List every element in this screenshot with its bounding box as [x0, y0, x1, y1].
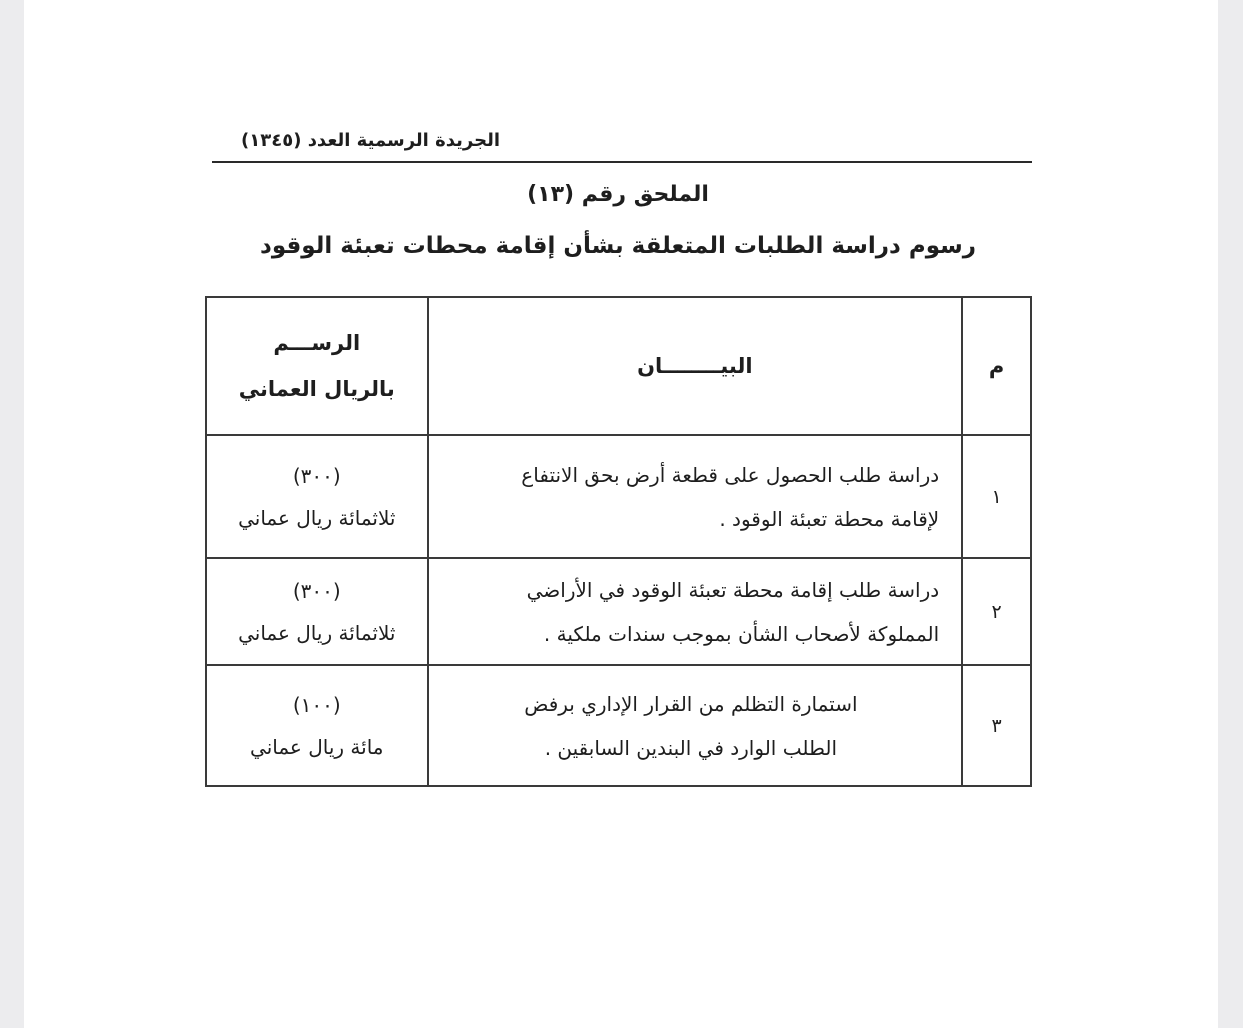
row-fee-amount: (١٠٠) — [292, 692, 341, 717]
annex-title: الملحق رقم (١٣) — [527, 182, 709, 207]
row-description — [428, 558, 963, 665]
row-fee — [206, 558, 428, 665]
gazette-header — [212, 128, 1032, 163]
row-fee-words: ثلاثمائة ريال عماني — [238, 620, 396, 645]
header-number: م — [962, 297, 1031, 435]
gazette-header-text: الجريدة الرسمية العدد (١٣٤٥) — [241, 130, 500, 151]
header-description: البيــــــــان — [428, 297, 963, 435]
row-fee — [206, 665, 428, 786]
row-fee-amount: (٣٠٠) — [292, 463, 341, 488]
row-description-line1: استمارة التظلم من القرار الإداري برفض — [524, 691, 858, 716]
row-description — [428, 665, 963, 786]
document-title: رسوم دراسة الطلبات المتعلقة بشأن إقامة محطات تعبئة الوقود — [260, 233, 976, 259]
row-number: ٣ — [962, 665, 1031, 786]
fees-table — [205, 296, 1032, 787]
table-header-row — [206, 297, 1031, 435]
row-description-line2: المملوكة لأصحاب الشأن بموجب سندات ملكية . — [543, 621, 940, 646]
row-description-line1: دراسة طلب الحصول على قطعة أرض بحق الانتفاع — [521, 462, 940, 487]
header-fee-line2: بالريال العماني — [238, 377, 395, 401]
row-fee-words: مائة ريال عماني — [250, 734, 384, 759]
row-description-line2: لإقامة محطة تعبئة الوقود . — [719, 506, 940, 531]
header-fee-line1: الرســـم — [273, 331, 361, 355]
table-row — [206, 665, 1031, 786]
row-fee-amount: (٣٠٠) — [292, 578, 341, 603]
row-description-line1: دراسة طلب إقامة محطة تعبئة الوقود في الأراضي — [526, 577, 940, 602]
row-fee — [206, 435, 428, 558]
row-number: ١ — [962, 435, 1031, 558]
row-number: ٢ — [962, 558, 1031, 665]
table-row — [206, 558, 1031, 665]
header-fee — [206, 297, 428, 435]
row-description — [428, 435, 963, 558]
row-fee-words: ثلاثمائة ريال عماني — [238, 505, 396, 530]
row-description-line2: الطلب الوارد في البندين السابقين . — [544, 735, 838, 760]
table-row — [206, 435, 1031, 558]
